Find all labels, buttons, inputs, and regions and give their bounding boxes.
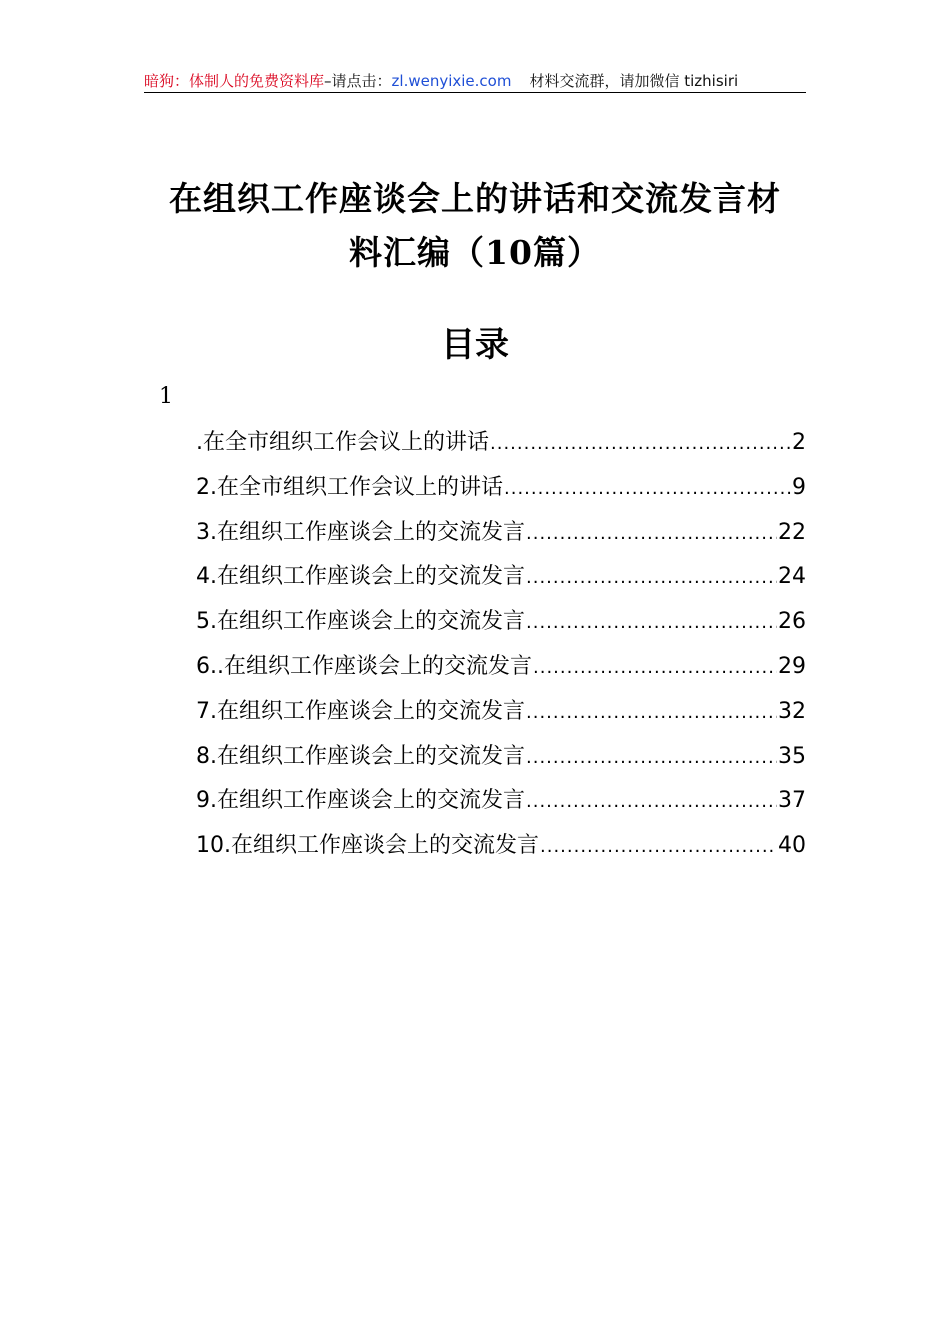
toc-item-label: 8.在组织工作座谈会上的交流发言 (196, 743, 525, 769)
toc-leader-dots (526, 556, 777, 601)
toc-item[interactable] (196, 555, 806, 600)
title-line-2: 料汇编（10篇） (349, 233, 601, 272)
document-title (144, 172, 806, 280)
site-link[interactable]: zl.wenyixie.com (391, 72, 512, 90)
toc-leader-dots (504, 467, 791, 512)
promo-prefix: –请点击： (324, 72, 392, 90)
toc-item[interactable] (196, 824, 806, 869)
toc-item-page: 9 (792, 474, 806, 500)
toc-item-page: 40 (778, 833, 806, 859)
page-header (144, 70, 806, 92)
stray-number: 1 (159, 384, 173, 409)
toc-item-label: 9.在组织工作座谈会上的交流发言 (196, 788, 525, 814)
toc-item-label: 3.在组织工作座谈会上的交流发言 (196, 519, 525, 545)
toc-item-label: 10.在组织工作座谈会上的交流发言 (196, 833, 539, 859)
toc-item-label: 6..在组织工作座谈会上的交流发言 (196, 653, 532, 679)
toc-item-page: 37 (778, 788, 806, 814)
toc-item[interactable] (196, 690, 806, 735)
promo-text: 暗狗：体制人的免费资料库 (144, 72, 325, 90)
toc-leader-dots (526, 512, 777, 557)
table-of-contents (196, 421, 806, 869)
toc-item-label: 4.在组织工作座谈会上的交流发言 (196, 564, 525, 590)
toc-item-page: 2 (792, 430, 806, 455)
toc-item-label: 7.在组织工作座谈会上的交流发言 (196, 698, 525, 724)
toc-item[interactable] (196, 466, 806, 511)
toc-item[interactable] (196, 600, 806, 645)
toc-leader-dots (526, 780, 777, 825)
toc-leader-dots (526, 691, 777, 736)
toc-item-page: 22 (778, 519, 806, 545)
toc-leader-dots (526, 601, 777, 646)
toc-item-page: 24 (778, 564, 806, 590)
toc-item-label: 2.在全市组织工作会议上的讲话 (196, 474, 503, 500)
toc-leader-dots (490, 422, 791, 467)
toc-item[interactable] (196, 645, 806, 690)
toc-item-page: 26 (778, 609, 806, 635)
toc-item[interactable] (196, 735, 806, 780)
toc-item-page: 35 (778, 743, 806, 769)
toc-item-page: 32 (778, 698, 806, 724)
toc-item-label: .在全市组织工作会议上的讲话 (196, 430, 489, 455)
header-divider (144, 92, 806, 93)
toc-item[interactable] (196, 421, 806, 466)
toc-item-page: 29 (778, 653, 806, 679)
toc-item[interactable] (196, 779, 806, 824)
toc-leader-dots (540, 825, 777, 870)
toc-leader-dots (526, 736, 777, 781)
title-line-1: 在组织工作座谈会上的讲话和交流发言材 (169, 179, 781, 218)
toc-item-label: 5.在组织工作座谈会上的交流发言 (196, 609, 525, 635)
toc-heading: 目录 (441, 325, 509, 365)
toc-leader-dots (533, 646, 777, 691)
promo-suffix: 材料交流群，请加微信 tizhisiri (529, 72, 739, 90)
toc-item[interactable] (196, 511, 806, 556)
